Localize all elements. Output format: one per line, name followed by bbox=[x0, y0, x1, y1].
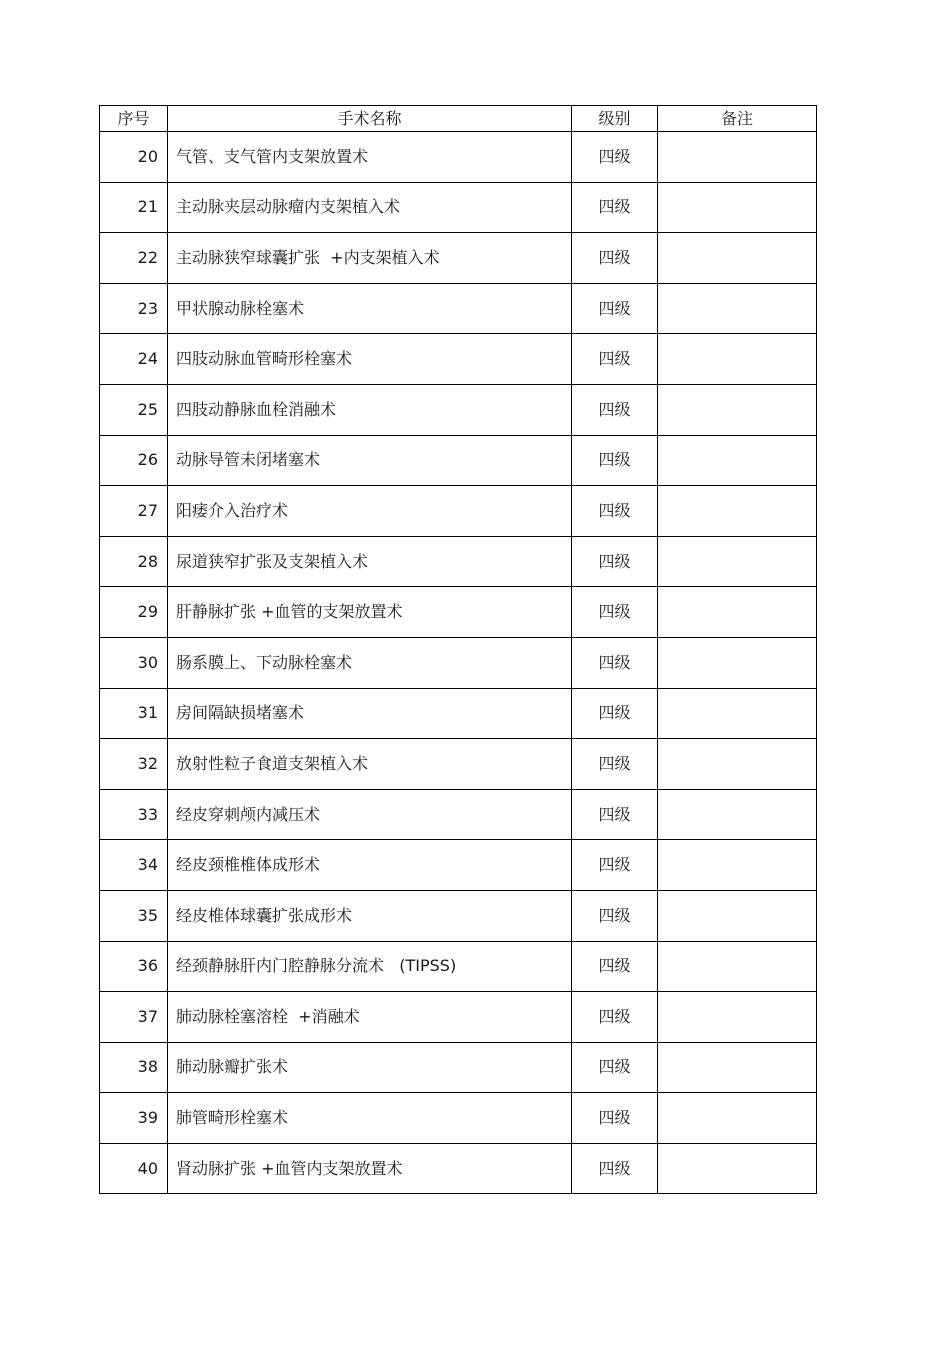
table-row bbox=[100, 334, 817, 385]
row-serial-number: 23 bbox=[100, 283, 168, 334]
table-row bbox=[100, 637, 817, 688]
header-serial-number: 序号 bbox=[100, 106, 168, 132]
row-note bbox=[658, 132, 817, 183]
surgery-level-table bbox=[99, 105, 817, 1194]
row-serial-number: 30 bbox=[100, 637, 168, 688]
row-level: 四级 bbox=[572, 637, 658, 688]
row-level: 四级 bbox=[572, 688, 658, 739]
table-row bbox=[100, 435, 817, 486]
table-row bbox=[100, 789, 817, 840]
row-surgery-name: 动脉导管未闭堵塞术 bbox=[168, 435, 572, 486]
row-serial-number: 24 bbox=[100, 334, 168, 385]
row-note bbox=[658, 992, 817, 1043]
row-level: 四级 bbox=[572, 435, 658, 486]
table-row bbox=[100, 283, 817, 334]
row-note bbox=[658, 1143, 817, 1194]
row-serial-number: 29 bbox=[100, 587, 168, 638]
row-surgery-name: 肺动脉瓣扩张术 bbox=[168, 1042, 572, 1093]
row-level: 四级 bbox=[572, 1143, 658, 1194]
row-surgery-name: 主动脉狭窄球囊扩张 +内支架植入术 bbox=[168, 233, 572, 284]
table-row bbox=[100, 182, 817, 233]
row-note bbox=[658, 739, 817, 790]
row-level: 四级 bbox=[572, 384, 658, 435]
row-level: 四级 bbox=[572, 1093, 658, 1144]
row-level: 四级 bbox=[572, 739, 658, 790]
row-serial-number: 31 bbox=[100, 688, 168, 739]
row-level: 四级 bbox=[572, 182, 658, 233]
table-row bbox=[100, 941, 817, 992]
row-serial-number: 37 bbox=[100, 992, 168, 1043]
table-row bbox=[100, 384, 817, 435]
row-level: 四级 bbox=[572, 789, 658, 840]
row-surgery-name: 放射性粒子食道支架植入术 bbox=[168, 739, 572, 790]
row-serial-number: 33 bbox=[100, 789, 168, 840]
row-serial-number: 36 bbox=[100, 941, 168, 992]
header-row bbox=[100, 106, 817, 132]
row-level: 四级 bbox=[572, 587, 658, 638]
row-surgery-name: 经皮颈椎椎体成形术 bbox=[168, 840, 572, 891]
table-row bbox=[100, 688, 817, 739]
row-surgery-name: 房间隔缺损堵塞术 bbox=[168, 688, 572, 739]
row-surgery-name: 阳痿介入治疗术 bbox=[168, 486, 572, 537]
header-note: 备注 bbox=[658, 106, 817, 132]
row-note bbox=[658, 384, 817, 435]
row-level: 四级 bbox=[572, 283, 658, 334]
row-level: 四级 bbox=[572, 840, 658, 891]
row-note bbox=[658, 890, 817, 941]
header-level: 级别 bbox=[572, 106, 658, 132]
header-surgery-name: 手术名称 bbox=[168, 106, 572, 132]
table-row bbox=[100, 1093, 817, 1144]
row-surgery-name: 主动脉夹层动脉瘤内支架植入术 bbox=[168, 182, 572, 233]
row-note bbox=[658, 637, 817, 688]
row-surgery-name: 经颈静脉肝内门腔静脉分流术 (TIPSS) bbox=[168, 941, 572, 992]
table-row bbox=[100, 1042, 817, 1093]
row-note bbox=[658, 1042, 817, 1093]
table-row bbox=[100, 1143, 817, 1194]
row-level: 四级 bbox=[572, 890, 658, 941]
row-surgery-name: 肝静脉扩张 +血管的支架放置术 bbox=[168, 587, 572, 638]
row-serial-number: 25 bbox=[100, 384, 168, 435]
table-row bbox=[100, 486, 817, 537]
row-note bbox=[658, 233, 817, 284]
row-level: 四级 bbox=[572, 233, 658, 284]
row-serial-number: 34 bbox=[100, 840, 168, 891]
row-level: 四级 bbox=[572, 486, 658, 537]
row-serial-number: 32 bbox=[100, 739, 168, 790]
row-level: 四级 bbox=[572, 132, 658, 183]
row-surgery-name: 尿道狭窄扩张及支架植入术 bbox=[168, 536, 572, 587]
row-surgery-name: 四肢动脉血管畸形栓塞术 bbox=[168, 334, 572, 385]
row-surgery-name: 肺管畸形栓塞术 bbox=[168, 1093, 572, 1144]
row-serial-number: 20 bbox=[100, 132, 168, 183]
row-note bbox=[658, 840, 817, 891]
row-level: 四级 bbox=[572, 1042, 658, 1093]
row-serial-number: 35 bbox=[100, 890, 168, 941]
row-level: 四级 bbox=[572, 536, 658, 587]
row-note bbox=[658, 587, 817, 638]
row-note bbox=[658, 435, 817, 486]
table-row bbox=[100, 739, 817, 790]
table-body bbox=[100, 132, 817, 1194]
row-surgery-name: 甲状腺动脉栓塞术 bbox=[168, 283, 572, 334]
row-serial-number: 40 bbox=[100, 1143, 168, 1194]
table-row bbox=[100, 132, 817, 183]
row-level: 四级 bbox=[572, 941, 658, 992]
table-row bbox=[100, 536, 817, 587]
table-row bbox=[100, 890, 817, 941]
row-note bbox=[658, 536, 817, 587]
row-note bbox=[658, 486, 817, 537]
table-row bbox=[100, 233, 817, 284]
row-serial-number: 21 bbox=[100, 182, 168, 233]
row-serial-number: 39 bbox=[100, 1093, 168, 1144]
row-surgery-name: 四肢动静脉血栓消融术 bbox=[168, 384, 572, 435]
row-serial-number: 38 bbox=[100, 1042, 168, 1093]
row-serial-number: 22 bbox=[100, 233, 168, 284]
row-note bbox=[658, 1093, 817, 1144]
row-level: 四级 bbox=[572, 992, 658, 1043]
row-note bbox=[658, 283, 817, 334]
row-serial-number: 28 bbox=[100, 536, 168, 587]
table-row bbox=[100, 587, 817, 638]
table-header bbox=[100, 106, 817, 132]
row-surgery-name: 肺动脉栓塞溶栓 +消融术 bbox=[168, 992, 572, 1043]
row-note bbox=[658, 941, 817, 992]
row-surgery-name: 肠系膜上、下动脉栓塞术 bbox=[168, 637, 572, 688]
row-level: 四级 bbox=[572, 334, 658, 385]
row-surgery-name: 经皮椎体球囊扩张成形术 bbox=[168, 890, 572, 941]
row-surgery-name: 经皮穿刺颅内减压术 bbox=[168, 789, 572, 840]
row-serial-number: 27 bbox=[100, 486, 168, 537]
row-note bbox=[658, 334, 817, 385]
row-note bbox=[658, 789, 817, 840]
table-row bbox=[100, 992, 817, 1043]
row-surgery-name: 肾动脉扩张 +血管内支架放置术 bbox=[168, 1143, 572, 1194]
row-serial-number: 26 bbox=[100, 435, 168, 486]
row-note bbox=[658, 182, 817, 233]
row-note bbox=[658, 688, 817, 739]
row-surgery-name: 气管、支气管内支架放置术 bbox=[168, 132, 572, 183]
table-row bbox=[100, 840, 817, 891]
